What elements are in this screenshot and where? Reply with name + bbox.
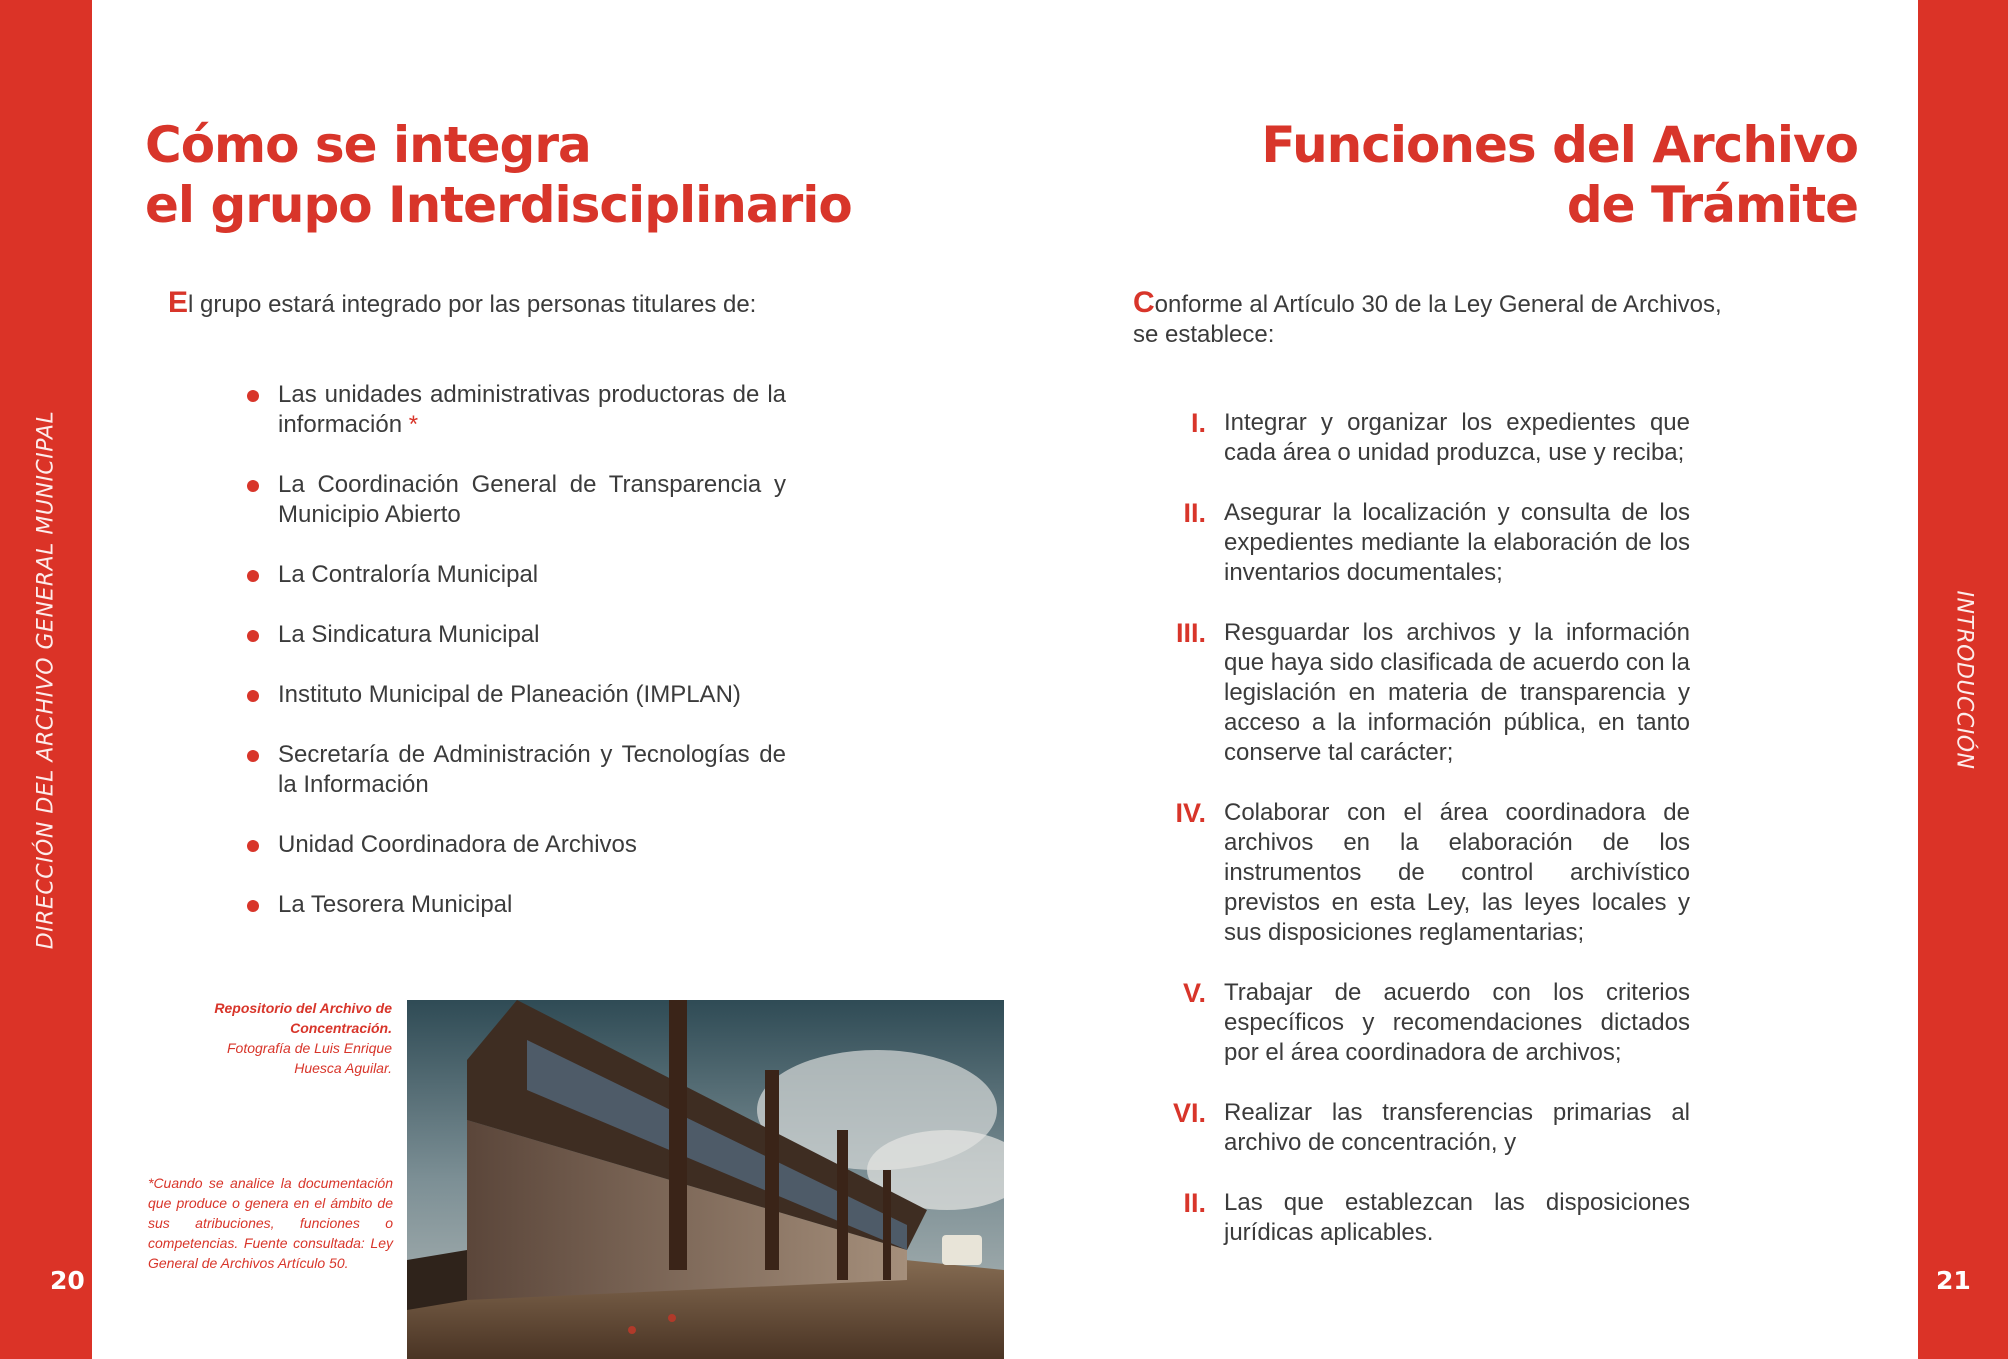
list-item: V. Trabajar de acuerdo con los criterios específicos y recomendaciones dictados por el área coordinadora de archivos; (1160, 978, 1690, 1068)
list-item: La Contraloría Municipal (244, 560, 786, 590)
left-title-line-1: Cómo se integra (145, 116, 591, 174)
bullet-icon (247, 480, 259, 492)
right-intro-text: onforme al Artículo 30 de la Ley General de Archivos, se establece: (1133, 291, 1722, 348)
right-title-line-2: de Trámite (1566, 176, 1858, 234)
list-item: IV. Colaborar con el área coordinadora de archivos en la elaboración de los instrumentos de control archivístico previstos en esta Ley, las leyes locales y sus disposiciones reglamentarias; (1160, 798, 1690, 948)
left-title-line-2: el grupo Interdisciplinario (145, 176, 852, 234)
bullet-icon (247, 570, 259, 582)
caption-credit: Fotografía de Luis Enrique Huesca Aguilar. (227, 1040, 392, 1076)
building-photo-illustration (407, 1000, 1004, 1359)
bullet-icon (247, 630, 259, 642)
list-item: Las unidades administrativas productoras de la información * (244, 380, 786, 440)
building-photo (407, 1000, 1004, 1359)
roman-numeral: II. (1183, 1188, 1206, 1218)
left-intro-paragraph (168, 288, 808, 320)
left-page-title (145, 115, 852, 235)
list-item: Unidad Coordinadora de Archivos (244, 830, 786, 860)
roman-numeral: V. (1182, 978, 1206, 1008)
roman-numeral: III. (1175, 618, 1206, 648)
list-item: II. Las que establezcan las disposiciones jurídicas aplicables. (1160, 1188, 1690, 1248)
list-item: I. Integrar y organizar los expedientes que cada área o unidad produzca, use y reciba; (1160, 408, 1690, 468)
list-item: La Tesorera Municipal (244, 890, 786, 920)
right-page-title (1261, 115, 1858, 235)
members-list (244, 380, 786, 950)
functions-list (1160, 408, 1690, 1278)
roman-numeral: I. (1190, 408, 1206, 438)
right-side-label: INTRODUCCIÓN (1951, 590, 1977, 770)
list-item: Secretaría de Administración y Tecnologías de la Información (244, 740, 786, 800)
right-intro-paragraph (1133, 288, 1733, 350)
footnote: *Cuando se analice la documentación que produce o genera en el ámbito de sus atribuciones, funciones o competencias. Fuente consultada: Ley General de Archivos Artículo 50. (148, 1175, 393, 1271)
bullet-icon (247, 900, 259, 912)
left-side-label: DIRECCIÓN DEL ARCHIVO GENERAL MUNICIPAL (33, 410, 59, 950)
roman-numeral: IV. (1175, 798, 1206, 828)
list-item: III. Resguardar los archivos y la información que haya sido clasificada de acuerdo con la legislación en materia de transparencia y acceso a la información pública, en tanto conserve tal carácter; (1160, 618, 1690, 768)
photo-caption (190, 998, 392, 1078)
page-number-right: 21 (1936, 1266, 1971, 1295)
list-item: VI. Realizar las transferencias primarias al archivo de concentración, y (1160, 1098, 1690, 1158)
list-item: II. Asegurar la localización y consulta de los expedientes mediante la elaboración de los inventarios documentales; (1160, 498, 1690, 588)
page-number-left: 20 (50, 1266, 85, 1295)
list-item: Instituto Municipal de Planeación (IMPLAN) (244, 680, 786, 710)
left-intro-text: l grupo estará integrado por las personas titulares de: (188, 291, 757, 318)
asterisk-mark: * (402, 411, 419, 438)
roman-numeral: VI. (1172, 1098, 1206, 1128)
drop-cap: E (168, 286, 189, 319)
list-item: La Sindicatura Municipal (244, 620, 786, 650)
list-item: La Coordinación General de Transparencia y Municipio Abierto (244, 470, 786, 530)
caption-title: Repositorio del Archivo de Concentración. (214, 1000, 392, 1036)
roman-numeral: II. (1183, 498, 1206, 528)
bullet-icon (247, 750, 259, 762)
right-title-line-1: Funciones del Archivo (1261, 116, 1858, 174)
drop-cap: C (1133, 286, 1155, 319)
bullet-icon (247, 690, 259, 702)
bullet-icon (247, 390, 259, 402)
bullet-icon (247, 840, 259, 852)
